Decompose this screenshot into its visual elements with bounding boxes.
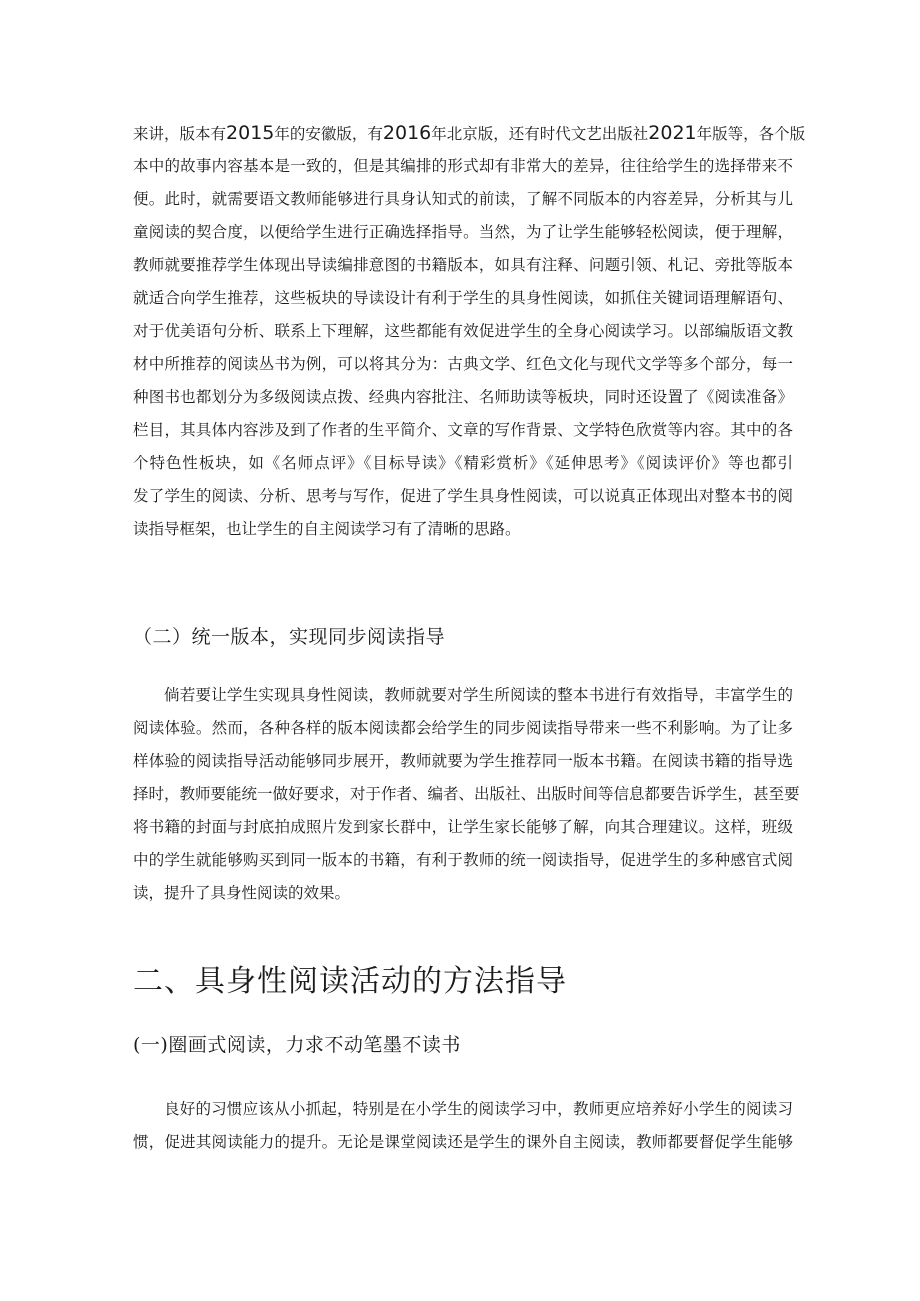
text-line: 将书籍的封面与封底拍成照片发到家长群中，让学生家长能够了解，向其合理建议。这样，班级 [133, 818, 793, 836]
subheading-unified-version: （二）统一版本，实现同步阅读指导 [133, 626, 446, 648]
text-line: 教师就要推荐学生体现出导读编排意图的书籍版本，如具有注释、问题引领、札记、旁批等版本 [133, 256, 793, 274]
text-line: 中的学生就能够购买到同一版本的书籍，有利于教师的统一阅读指导，促进学生的多种感官式阅 [133, 851, 793, 869]
text-line: 便。此时，就需要语文教师能够进行具身认知式的前读，了解不同版本的内容差异，分析其与儿 [133, 190, 793, 208]
text-line: 良好的习惯应该从小抓起，特别是在小学生的阅读学习中，教师更应培养好小学生的阅读习 [164, 1100, 793, 1118]
text-line: 惯，促进其阅读能力的提升。无论是课堂阅读还是学生的课外自主阅读，教师都要督促学生能够 [133, 1133, 793, 1151]
paragraph-version-comparison [133, 117, 806, 546]
text-line: 发了学生的阅读、分析、思考与写作，促进了学生具身性阅读，可以说真正体现出对整本书的阅 [133, 487, 793, 505]
text-line: 阅读体验。然而，各种各样的版本阅读都会给学生的同步阅读指导带来一些不利影响。为了让多 [133, 719, 793, 737]
text-line: 读指导框架，也让学生的自主阅读学习有了清晰的思路。 [133, 520, 521, 538]
text-line: 童阅读的契合度，以便给学生进行正确选择指导。当然，为了让学生能够轻松阅读，便于理解， [133, 223, 793, 241]
text-line: 来讲，版本有2015年的安徽版，有2016年北京版，还有时代文艺出版社2021年版等，各个版 [133, 122, 806, 144]
text-line: 读，提升了具身性阅读的效果。 [133, 884, 351, 902]
paragraph-reading-habits [133, 1093, 793, 1159]
text-line: 个特色性板块，如《名师点评》《目标导读》《精彩赏析》《延伸思考》《阅读评价》等也都引 [133, 454, 793, 472]
text-line: 本中的故事内容基本是一致的，但是其编排的形式却有非常大的差异，往往给学生的选择带来不 [133, 157, 793, 175]
text-line: 倘若要让学生实现具身性阅读，教师就要对学生所阅读的整本书进行有效指导，丰富学生的 [164, 686, 793, 704]
subheading-circle-reading: (一)圈画式阅读，力求不动笔墨不读书 [133, 1034, 461, 1056]
text-line: 就适合向学生推荐，这些板块的导读设计有利于学生的具身性阅读，如抓住关键词语理解语句、 [133, 289, 793, 307]
section-heading-method-guidance: 二、具身性阅读活动的方法指导 [133, 964, 567, 999]
text-line: 材中所推荐的阅读丛书为例，可以将其分为：古典文学、红色文化与现代文学等多个部分，每一 [133, 355, 793, 373]
text-line: 栏目，其具体内容涉及到了作者的生平简介、文章的写作背景、文学特色欣赏等内容。其中的各 [133, 421, 793, 439]
text-line: 择时，教师要能统一做好要求，对于作者、编者、出版社、出版时间等信息都要告诉学生，甚至要 [133, 785, 800, 803]
text-line: 对于优美语句分析、联系上下理解，这些都能有效促进学生的全身心阅读学习。以部编版语文教 [133, 322, 793, 340]
text-line: 种图书也都划分为多级阅读点拨、经典内容批注、名师助读等板块，同时还设置了《阅读准备》 [133, 388, 793, 406]
text-line: 样体验的阅读指导活动能够同步展开，教师就要为学生推荐同一版本书籍。在阅读书籍的指导选 [133, 752, 793, 770]
paragraph-synchronous-guidance [133, 679, 800, 910]
